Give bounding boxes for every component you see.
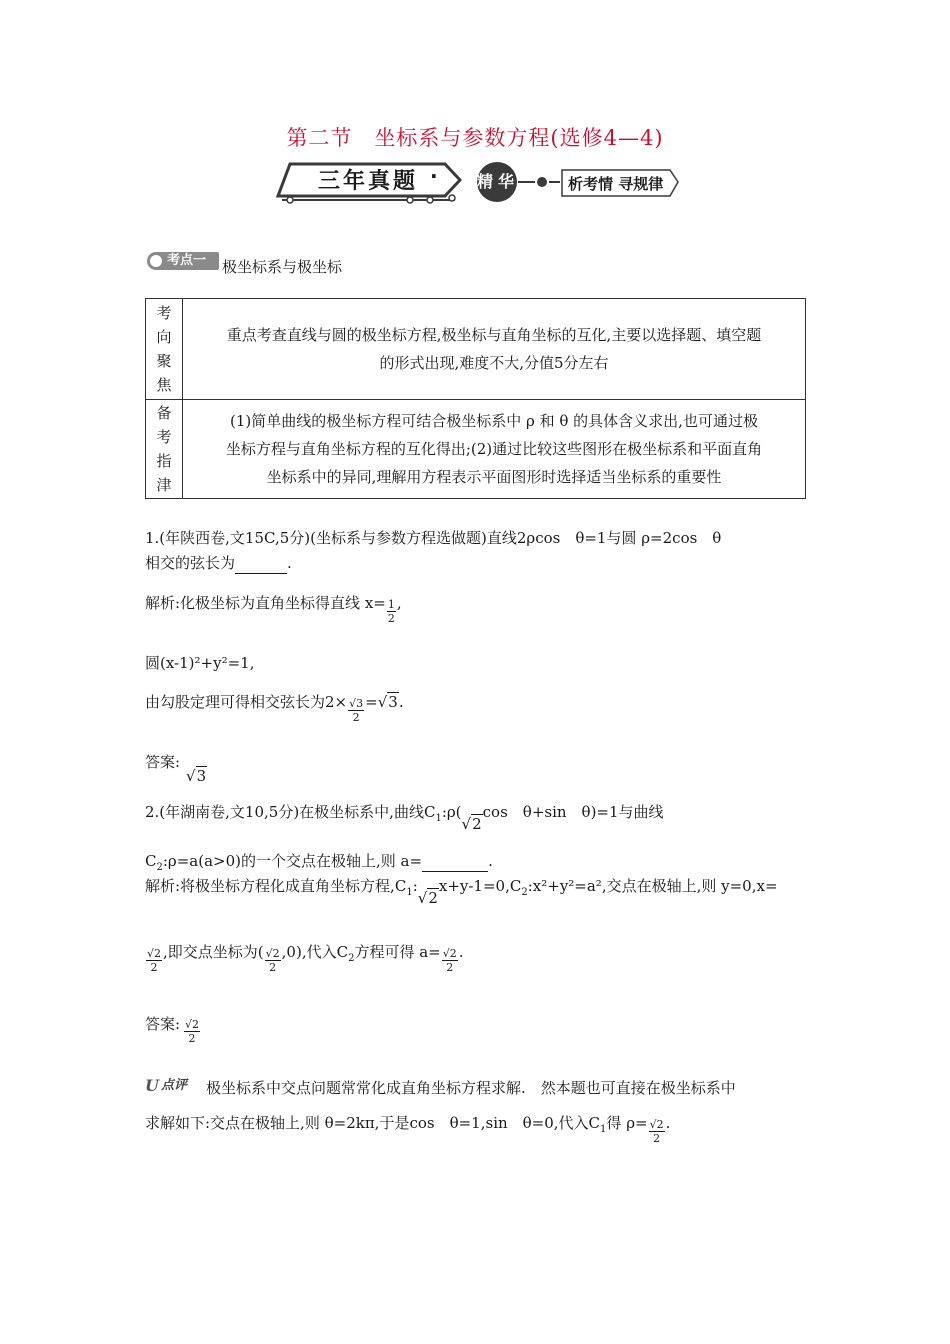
period: . <box>398 693 404 711</box>
radicand: 2 <box>428 889 438 907</box>
subscript: 2 <box>521 887 528 898</box>
label-cell-guide <box>146 400 183 499</box>
fraction-numerator: √3 <box>349 697 364 710</box>
comma: , <box>396 594 402 612</box>
q1-solution-2: 圆(x-1)²+y²=1, <box>145 654 255 672</box>
label-char: 考 <box>156 304 172 322</box>
label-char: 向 <box>156 328 172 346</box>
q2-line1 <box>145 802 664 834</box>
subscript: 1 <box>600 1124 607 1135</box>
table-row-focus <box>146 299 806 400</box>
fraction-numerator: √2 <box>442 947 457 960</box>
q1-sol1-fraction <box>387 598 396 625</box>
comment-badge-icon: U <box>145 1076 159 1095</box>
fraction-denominator: 2 <box>188 1032 196 1045</box>
label-char: 津 <box>156 476 172 494</box>
q2-line1-text-b: :ρ( <box>441 803 462 821</box>
fraction-numerator: √2 <box>649 1118 664 1131</box>
banner-badge-1: 精 <box>477 172 494 191</box>
fraction-denominator: 2 <box>150 961 158 974</box>
fraction-numerator: 1 <box>387 598 395 611</box>
fraction-numerator: √2 <box>265 947 280 960</box>
q1-line2 <box>145 553 292 574</box>
subscript: 1 <box>435 813 442 824</box>
q2-sol2-text-b: ,0),代入C <box>281 943 349 961</box>
q2-line1-text-a: 2.(年湖南卷,文10,5分)在极坐标系中,曲线C <box>145 803 436 821</box>
section-banner <box>270 160 690 210</box>
subscript: 2 <box>348 953 355 964</box>
banner-dot: · <box>430 164 438 188</box>
fraction-numerator: √2 <box>147 947 162 960</box>
label-char: 指 <box>156 452 172 470</box>
q1-answer-value <box>186 766 207 786</box>
banner-slogan: 析考情 寻规律 <box>568 175 664 193</box>
q1-line2-end: . <box>287 554 292 572</box>
q1-answer-root: √3 <box>186 767 207 785</box>
q2-sol2-fraction-3 <box>442 947 458 974</box>
banner-main-text: 三年真题 <box>318 169 419 194</box>
comment-line2-text-a: 求解如下:交点在极轴上,则 θ=2kπ,于是cos θ=1,sin θ=0,代入C <box>145 1114 601 1132</box>
equals-sign: = <box>365 693 378 711</box>
banner-badge-2: 华 <box>498 172 515 191</box>
q2-sol1-text-b: : <box>412 877 418 895</box>
comment-badge-text: 点评 <box>161 1078 188 1093</box>
content-line: (1)简单曲线的极坐标方程可结合极坐标系中 ρ 和 θ 的具体含义求出,也可通过极 <box>230 412 758 430</box>
q1-line1: 1.(年陕西卷,文15C,5分)(坐标系与参数方程选做题)直线2ρcos θ=1与圆 ρ=2cos θ <box>145 529 722 547</box>
comment-badge <box>145 1077 201 1095</box>
q2-sol2-fraction-1 <box>146 947 162 974</box>
focus-table <box>145 298 806 499</box>
kaodian-title: 极坐标系与极坐标 <box>222 258 343 276</box>
fraction-denominator: 2 <box>446 961 454 974</box>
comment-fraction <box>649 1118 665 1145</box>
page-title: 第二节 坐标系与参数方程(选修4—4) <box>286 126 664 150</box>
content-line: 的形式出现,难度不大,分值5分左右 <box>379 354 609 372</box>
period: . <box>665 1114 671 1132</box>
fraction-denominator: 2 <box>387 612 395 625</box>
q1-solution-3 <box>145 692 404 724</box>
content-cell-focus <box>183 299 806 400</box>
label-char: 焦 <box>156 376 172 394</box>
label-char: 考 <box>156 428 172 446</box>
label-char: 备 <box>156 404 172 422</box>
q2-line2 <box>145 851 493 878</box>
q2-sol1-text-c: x+y-1=0,C <box>438 877 522 895</box>
label-cell-focus <box>146 299 183 400</box>
q2-answer-blank <box>422 851 488 872</box>
comment-line2-text-b: 得 ρ= <box>606 1114 648 1132</box>
q1-sol1-text: 解析:化极坐标为直角坐标得直线 x= <box>145 594 386 612</box>
radicand: 2 <box>472 815 482 833</box>
table-row-guide <box>146 400 806 499</box>
fraction-denominator: 2 <box>653 1132 661 1145</box>
comment-line2 <box>145 1113 670 1145</box>
content-line: 坐标系中的异同,理解用方程表示平面图形时选择适当坐标系的重要性 <box>266 468 722 486</box>
q2-line1-text-c: cos θ+sin θ)=1与曲线 <box>482 803 664 821</box>
q2-line1-root: √2 <box>461 815 482 833</box>
q2-line2-end: . <box>488 852 493 870</box>
q2-sol2-text-c: 方程可得 a= <box>354 943 441 961</box>
radicand: 3 <box>196 767 207 785</box>
q2-sol1-text-d: :x²+y²=a²,交点在极轴上,则 y=0,x= <box>527 877 778 895</box>
label-char: 聚 <box>156 352 172 370</box>
q2-answer-fraction <box>184 1018 200 1045</box>
period: . <box>458 943 464 961</box>
content-line: 坐标方程与直角坐标方程的互化得出;(2)通过比较这些图形在极坐标系和平面直角 <box>225 440 763 458</box>
q1-answer-label: 答案: <box>145 753 181 771</box>
q2-sol2-fraction-2 <box>265 947 281 974</box>
content-line: 重点考查直线与圆的极坐标方程,极坐标与直角坐标的互化,主要以选择题、填空题 <box>226 326 762 344</box>
q2-line2-text-a: C <box>145 852 157 870</box>
q1-sol3-root: √3 <box>377 693 398 711</box>
q1-line2-text: 相交的弦长为 <box>145 554 236 572</box>
q1-answer-blank <box>235 553 287 574</box>
kaodian-badge-icon <box>150 255 162 267</box>
q2-sol1-root: √2 <box>417 889 438 907</box>
radicand: 3 <box>388 693 398 711</box>
q2-answer-label: 答案: <box>145 1015 181 1033</box>
fraction-denominator: 2 <box>352 711 360 724</box>
q2-solution-2 <box>145 942 464 974</box>
q2-solution-1 <box>145 876 778 908</box>
q2-sol1-text-a: 解析:将极坐标方程化成直角坐标方程,C <box>145 877 407 895</box>
fraction-numerator: √2 <box>185 1018 200 1031</box>
q1-solution-1 <box>145 593 402 625</box>
subscript: 1 <box>406 887 413 898</box>
kaodian-badge-text: 考点一 <box>167 253 207 268</box>
comment-line1: 极坐标系中交点问题常常化成直角坐标方程求解. 然本题也可直接在极坐标系中 <box>206 1079 736 1097</box>
kaodian-badge <box>147 252 219 270</box>
fraction-denominator: 2 <box>269 961 277 974</box>
q2-line2-text-b: :ρ=a(a>0)的一个交点在极轴上,则 a= <box>162 852 423 870</box>
content-cell-guide <box>183 400 806 499</box>
q1-sol3-fraction <box>348 697 364 724</box>
subscript: 2 <box>156 862 163 873</box>
q2-sol2-text-a: ,即交点坐标为( <box>163 943 264 961</box>
q1-sol3-text: 由勾股定理可得相交弦长为2× <box>145 693 348 711</box>
q2-answer-value <box>183 1018 201 1045</box>
